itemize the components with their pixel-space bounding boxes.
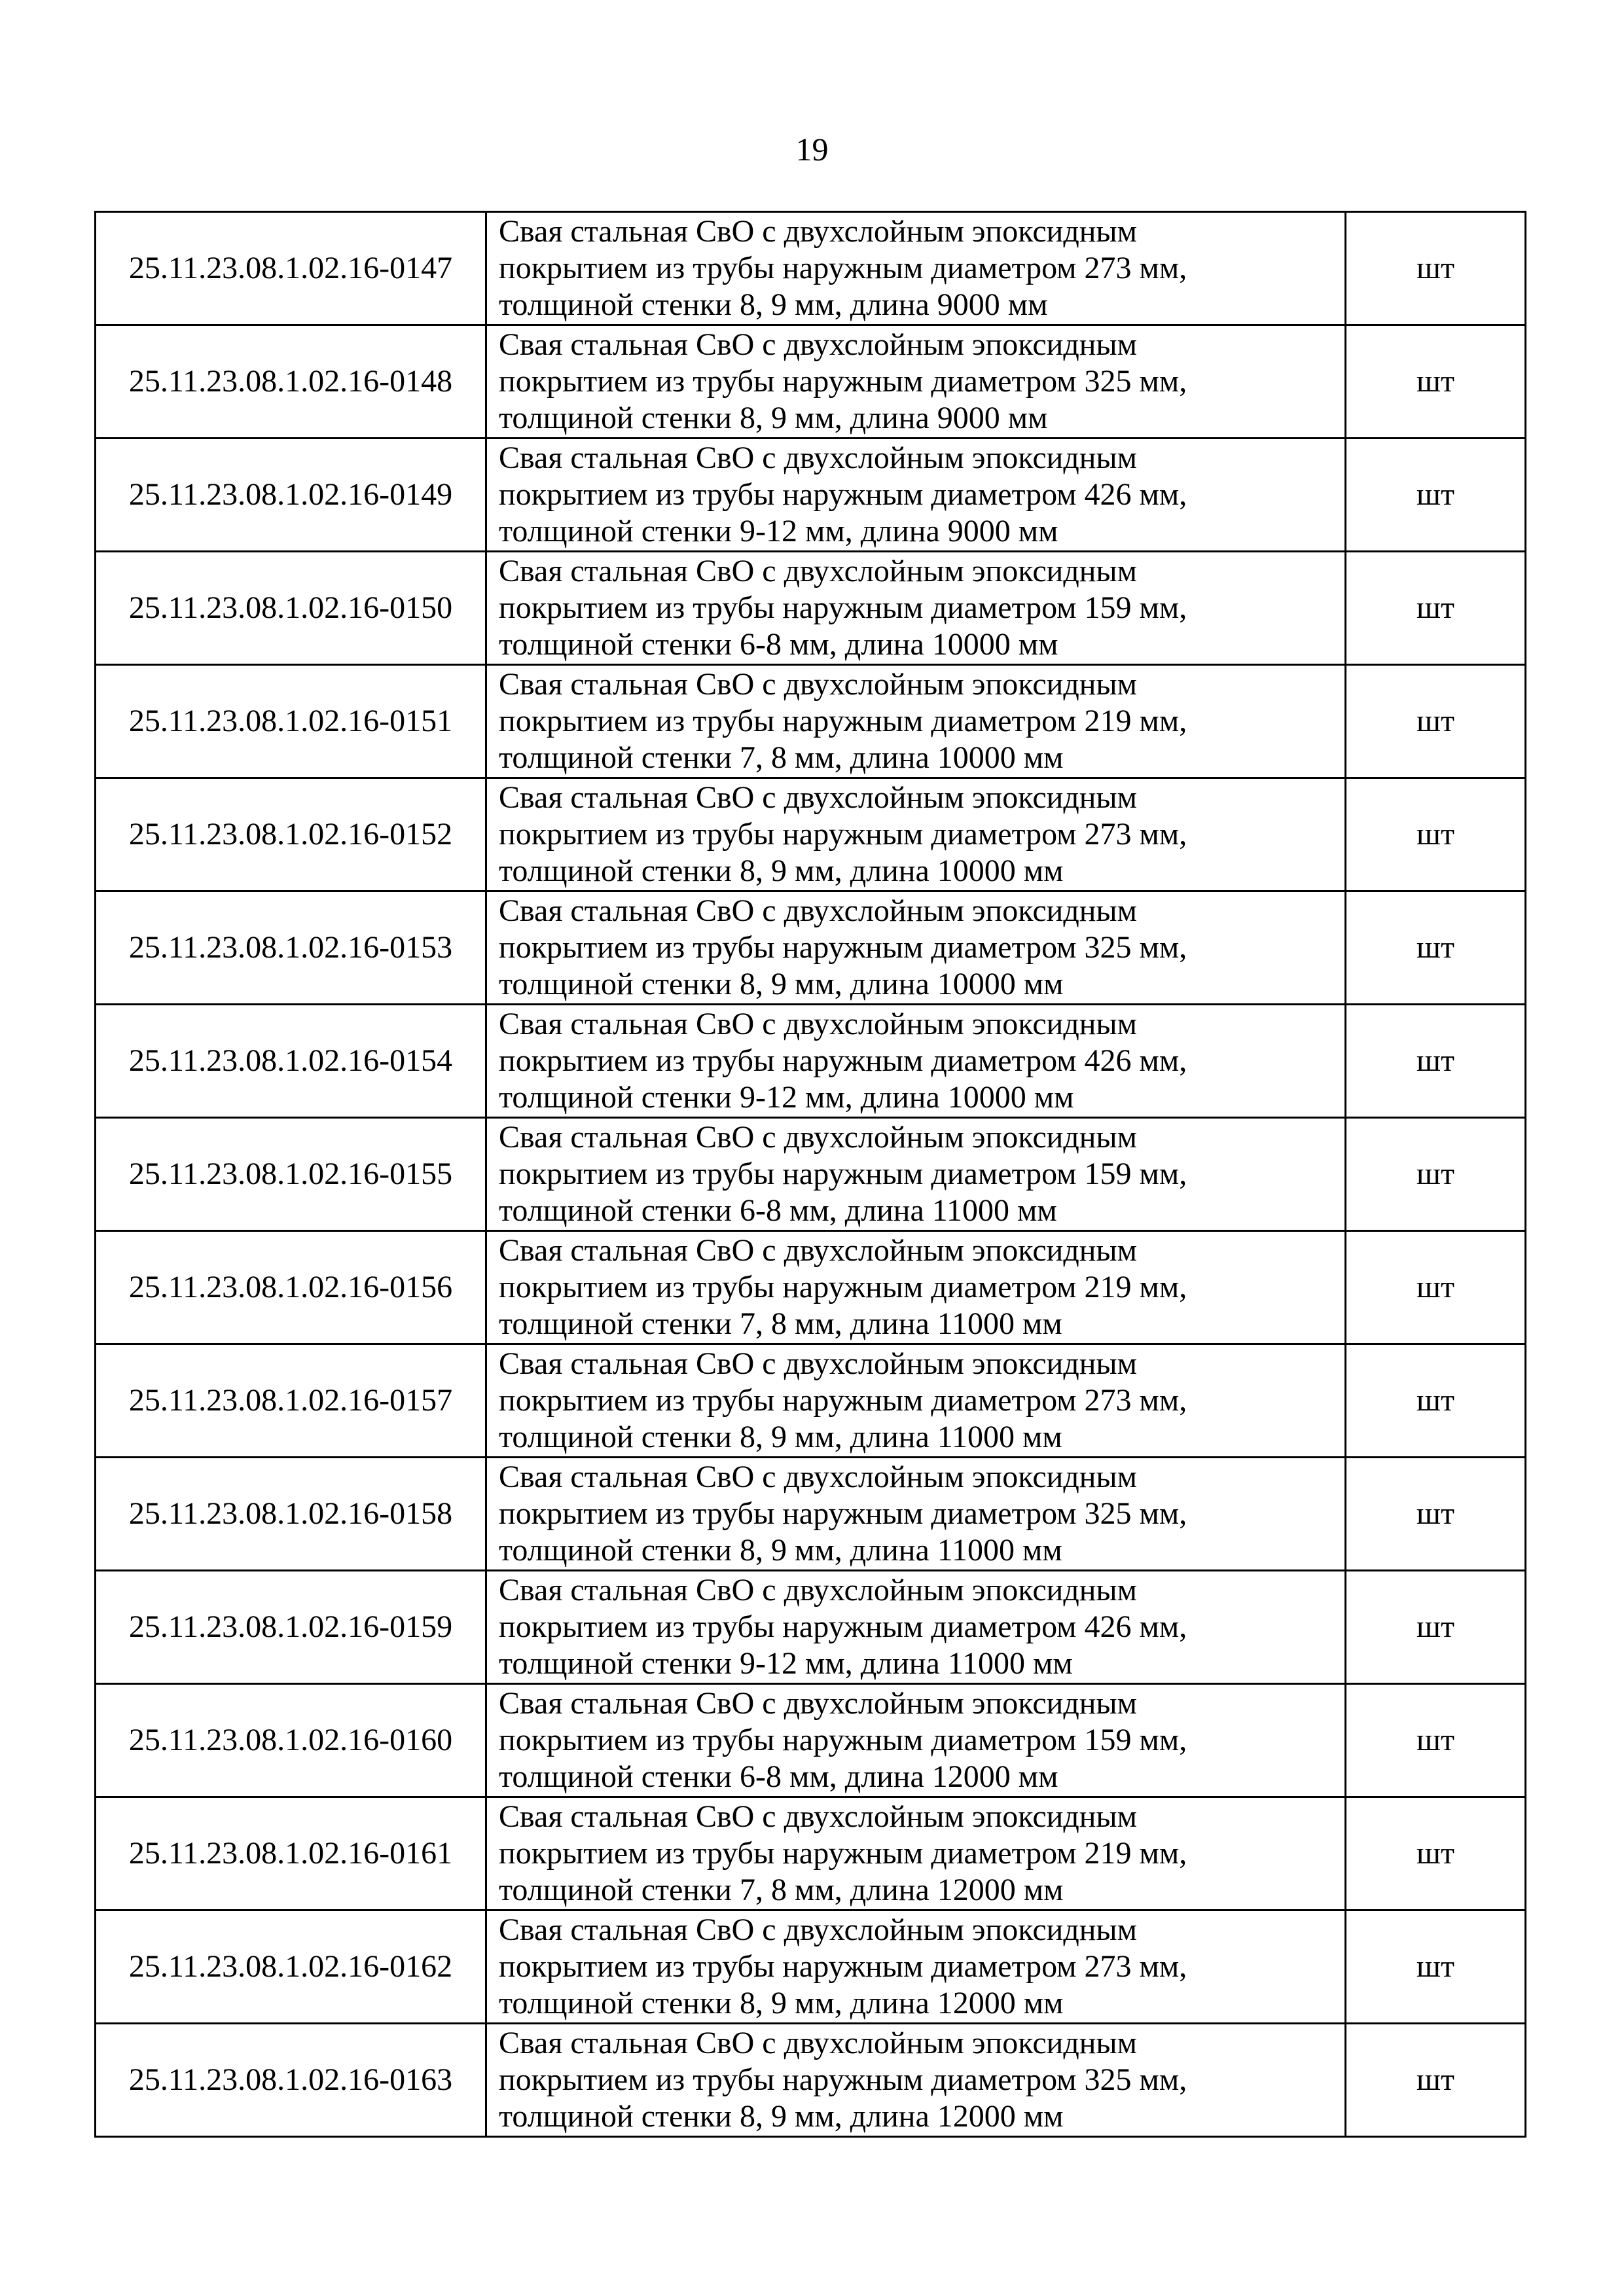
description-line: Свая стальная СвО с двухслойным эпоксидным bbox=[499, 2026, 1138, 2060]
unit-cell: шт bbox=[1346, 439, 1526, 552]
table-row bbox=[96, 1344, 1526, 1458]
table-row bbox=[96, 212, 1526, 325]
description-line: толщиной стенки 9-12 мм, длина 10000 мм bbox=[499, 1080, 1074, 1115]
description-line: толщиной стенки 8, 9 мм, длина 10000 мм bbox=[499, 967, 1064, 1001]
resource-code-cell: 25.11.23.08.1.02.16-0148 bbox=[96, 325, 486, 439]
resource-description-cell bbox=[486, 552, 1346, 665]
description-line: Свая стальная СвО с двухслойным эпоксидным bbox=[499, 780, 1138, 815]
description-line: Свая стальная СвО с двухслойным эпоксидным bbox=[499, 1912, 1138, 1947]
description-line: толщиной стенки 8, 9 мм, длина 9000 мм bbox=[499, 287, 1048, 322]
resource-description-cell bbox=[486, 665, 1346, 778]
resource-code-cell: 25.11.23.08.1.02.16-0155 bbox=[96, 1118, 486, 1231]
description-line: Свая стальная СвО с двухслойным эпоксидным bbox=[499, 1233, 1138, 1268]
description-line: покрытием из трубы наружным диаметром 325 мм, bbox=[499, 1496, 1187, 1531]
resource-description-cell bbox=[486, 439, 1346, 552]
unit-cell: шт bbox=[1346, 212, 1526, 325]
table-row bbox=[96, 1797, 1526, 1910]
description-line: покрытием из трубы наружным диаметром 426 мм, bbox=[499, 1609, 1187, 1644]
description-line: Свая стальная СвО с двухслойным эпоксидным bbox=[499, 1686, 1138, 1721]
unit-cell: шт bbox=[1346, 778, 1526, 891]
description-line: покрытием из трубы наружным диаметром 219 мм, bbox=[499, 1270, 1187, 1304]
resource-code-cell: 25.11.23.08.1.02.16-0154 bbox=[96, 1005, 486, 1118]
unit-cell: шт bbox=[1346, 1231, 1526, 1344]
unit-cell: шт bbox=[1346, 325, 1526, 439]
unit-cell: шт bbox=[1346, 2024, 1526, 2137]
table-body bbox=[96, 212, 1526, 2137]
description-line: покрытием из трубы наружным диаметром 426 мм, bbox=[499, 1043, 1187, 1078]
unit-cell: шт bbox=[1346, 1118, 1526, 1231]
resource-description-cell bbox=[486, 1910, 1346, 2024]
resource-description-cell bbox=[486, 1118, 1346, 1231]
unit-cell: шт bbox=[1346, 1005, 1526, 1118]
resource-code-cell: 25.11.23.08.1.02.16-0157 bbox=[96, 1344, 486, 1458]
description-line: покрытием из трубы наружным диаметром 325 мм, bbox=[499, 930, 1187, 965]
description-line: толщиной стенки 6-8 мм, длина 12000 мм bbox=[499, 1759, 1058, 1794]
description-line: толщиной стенки 6-8 мм, длина 10000 мм bbox=[499, 627, 1058, 662]
description-line: Свая стальная СвО с двухслойным эпоксидным bbox=[499, 440, 1138, 475]
unit-cell: шт bbox=[1346, 1910, 1526, 2024]
description-line: толщиной стенки 8, 9 мм, длина 12000 мм bbox=[499, 2099, 1064, 2134]
resource-code-cell: 25.11.23.08.1.02.16-0147 bbox=[96, 212, 486, 325]
resource-description-cell bbox=[486, 1797, 1346, 1910]
description-line: покрытием из трубы наружным диаметром 273 мм, bbox=[499, 1383, 1187, 1418]
description-line: Свая стальная СвО с двухслойным эпоксидным bbox=[499, 893, 1138, 928]
unit-cell: шт bbox=[1346, 1344, 1526, 1458]
unit-cell: шт bbox=[1346, 1571, 1526, 1684]
resource-description-cell bbox=[486, 1005, 1346, 1118]
table-row bbox=[96, 778, 1526, 891]
table-row bbox=[96, 439, 1526, 552]
description-line: толщиной стенки 8, 9 мм, длина 11000 мм bbox=[499, 1420, 1062, 1454]
description-line: толщиной стенки 8, 9 мм, длина 10000 мм bbox=[499, 853, 1064, 888]
description-line: Свая стальная СвО с двухслойным эпоксидным bbox=[499, 1573, 1138, 1607]
description-line: покрытием из трубы наружным диаметром 219 мм, bbox=[499, 1836, 1187, 1871]
unit-cell: шт bbox=[1346, 665, 1526, 778]
unit-cell: шт bbox=[1346, 552, 1526, 665]
resource-code-cell: 25.11.23.08.1.02.16-0156 bbox=[96, 1231, 486, 1344]
description-line: покрытием из трубы наружным диаметром 273 мм, bbox=[499, 817, 1187, 852]
table-row bbox=[96, 1231, 1526, 1344]
resource-code-cell: 25.11.23.08.1.02.16-0161 bbox=[96, 1797, 486, 1910]
description-line: толщиной стенки 7, 8 мм, длина 11000 мм bbox=[499, 1306, 1062, 1341]
resource-code-cell: 25.11.23.08.1.02.16-0150 bbox=[96, 552, 486, 665]
resource-description-cell bbox=[486, 778, 1346, 891]
resource-code-cell: 25.11.23.08.1.02.16-0153 bbox=[96, 891, 486, 1005]
description-line: покрытием из трубы наружным диаметром 159 мм, bbox=[499, 1723, 1187, 1757]
description-line: покрытием из трубы наружным диаметром 325 мм, bbox=[499, 364, 1187, 399]
resource-code-cell: 25.11.23.08.1.02.16-0159 bbox=[96, 1571, 486, 1684]
description-line: Свая стальная СвО с двухслойным эпоксидным bbox=[499, 1007, 1138, 1041]
resource-description-cell bbox=[486, 325, 1346, 439]
table-row bbox=[96, 1571, 1526, 1684]
description-line: покрытием из трубы наружным диаметром 273 мм, bbox=[499, 251, 1187, 285]
resource-description-cell bbox=[486, 2024, 1346, 2137]
description-line: покрытием из трубы наружным диаметром 219 мм, bbox=[499, 704, 1187, 738]
unit-cell: шт bbox=[1346, 1797, 1526, 1910]
table-row bbox=[96, 1005, 1526, 1118]
resource-code-cell: 25.11.23.08.1.02.16-0158 bbox=[96, 1458, 486, 1571]
table-row bbox=[96, 1118, 1526, 1231]
description-line: толщиной стенки 8, 9 мм, длина 9000 мм bbox=[499, 401, 1048, 435]
unit-cell: шт bbox=[1346, 1458, 1526, 1571]
description-line: Свая стальная СвО с двухслойным эпоксидным bbox=[499, 214, 1138, 249]
resource-description-cell bbox=[486, 212, 1346, 325]
table-row bbox=[96, 552, 1526, 665]
description-line: Свая стальная СвО с двухслойным эпоксидным bbox=[499, 1120, 1138, 1155]
resource-description-cell bbox=[486, 891, 1346, 1005]
resource-table bbox=[94, 211, 1526, 2138]
resource-code-cell: 25.11.23.08.1.02.16-0149 bbox=[96, 439, 486, 552]
table-row bbox=[96, 1458, 1526, 1571]
table-row bbox=[96, 1684, 1526, 1797]
description-line: Свая стальная СвО с двухслойным эпоксидным bbox=[499, 1346, 1138, 1381]
resource-description-cell bbox=[486, 1571, 1346, 1684]
description-line: Свая стальная СвО с двухслойным эпоксидным bbox=[499, 554, 1138, 588]
description-line: толщиной стенки 9-12 мм, длина 9000 мм bbox=[499, 514, 1058, 548]
page-number: 19 bbox=[795, 131, 829, 168]
description-line: покрытием из трубы наружным диаметром 273 мм, bbox=[499, 1949, 1187, 1984]
description-line: толщиной стенки 6-8 мм, длина 11000 мм bbox=[499, 1193, 1057, 1228]
unit-cell: шт bbox=[1346, 1684, 1526, 1797]
description-line: покрытием из трубы наружным диаметром 159 мм, bbox=[499, 1157, 1187, 1191]
description-line: толщиной стенки 7, 8 мм, длина 10000 мм bbox=[499, 740, 1064, 775]
description-line: Свая стальная СвО с двухслойным эпоксидным bbox=[499, 667, 1138, 702]
resource-description-cell bbox=[486, 1684, 1346, 1797]
resource-code-cell: 25.11.23.08.1.02.16-0162 bbox=[96, 1910, 486, 2024]
description-line: толщиной стенки 8, 9 мм, длина 11000 мм bbox=[499, 1533, 1062, 1568]
description-line: Свая стальная СвО с двухслойным эпоксидным bbox=[499, 1460, 1138, 1494]
table-row bbox=[96, 2024, 1526, 2137]
unit-cell: шт bbox=[1346, 891, 1526, 1005]
resource-code-cell: 25.11.23.08.1.02.16-0152 bbox=[96, 778, 486, 891]
description-line: покрытием из трубы наружным диаметром 325 мм, bbox=[499, 2062, 1187, 2097]
description-line: толщиной стенки 8, 9 мм, длина 12000 мм bbox=[499, 1986, 1064, 2020]
description-line: покрытием из трубы наружным диаметром 426 мм, bbox=[499, 477, 1187, 512]
description-line: покрытием из трубы наружным диаметром 159 мм, bbox=[499, 590, 1187, 625]
resource-code-cell: 25.11.23.08.1.02.16-0163 bbox=[96, 2024, 486, 2137]
resource-description-cell bbox=[486, 1231, 1346, 1344]
resource-description-cell bbox=[486, 1344, 1346, 1458]
description-line: толщиной стенки 9-12 мм, длина 11000 мм bbox=[499, 1646, 1073, 1681]
description-line: Свая стальная СвО с двухслойным эпоксидным bbox=[499, 327, 1138, 362]
resource-code-cell: 25.11.23.08.1.02.16-0160 bbox=[96, 1684, 486, 1797]
table-row bbox=[96, 1910, 1526, 2024]
table-row bbox=[96, 891, 1526, 1005]
description-line: толщиной стенки 7, 8 мм, длина 12000 мм bbox=[499, 1873, 1064, 1907]
table-row bbox=[96, 325, 1526, 439]
description-line: Свая стальная СвО с двухслойным эпоксидным bbox=[499, 1799, 1138, 1834]
resource-description-cell bbox=[486, 1458, 1346, 1571]
resource-code-cell: 25.11.23.08.1.02.16-0151 bbox=[96, 665, 486, 778]
table-row bbox=[96, 665, 1526, 778]
